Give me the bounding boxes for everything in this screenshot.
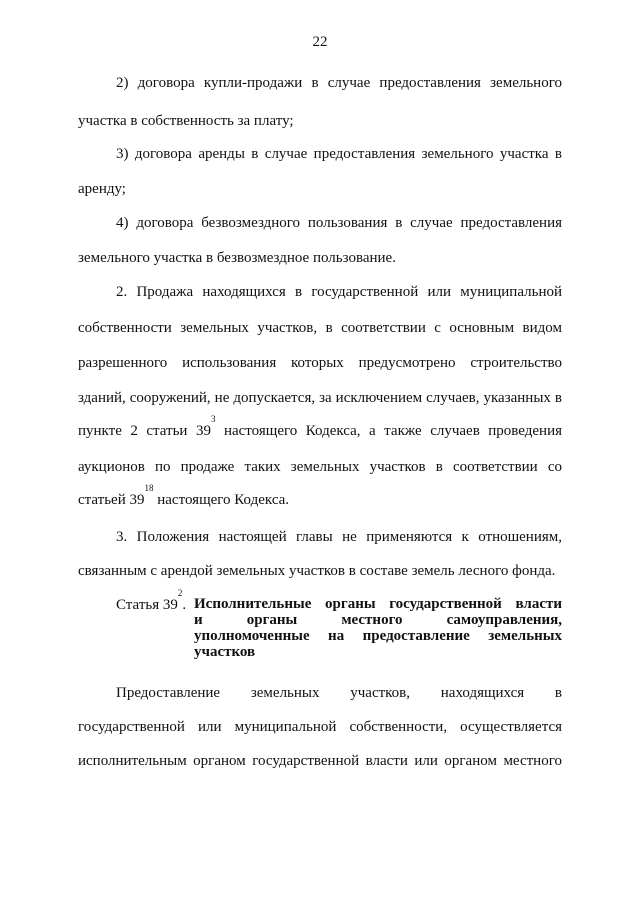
paragraph-2-line-1: 3) договора аренды в случае предоставления земельного участка в	[116, 146, 562, 162]
superscript: 2	[177, 588, 183, 598]
page-number: 22	[312, 34, 328, 50]
text-run: пункте 2 статьи 39	[78, 423, 211, 439]
superscript: 18	[144, 483, 154, 493]
article-title-line-4: участков	[194, 644, 256, 660]
text-run: настоящего Кодекса.	[153, 492, 290, 508]
paragraph-2-line-2: аренду;	[78, 181, 126, 197]
article-label	[116, 588, 187, 614]
paragraph-6-line-3: исполнительным органом государственной власти или органом местного	[78, 753, 562, 769]
paragraph-4-line-2: собственности земельных участков, в соответствии с основным видом	[78, 320, 562, 336]
article-title	[194, 596, 562, 660]
article-title-line-3: уполномоченные на предоставление земельных	[194, 628, 562, 644]
paragraph-6-line-1: Предоставление земельных участков, находящихся в	[116, 685, 562, 701]
paragraph-4-line-6: аукционов по продаже таких земельных участков в соответствии со	[78, 459, 562, 475]
superscript: 3	[210, 414, 216, 424]
paragraph-4-line-5	[78, 414, 562, 440]
paragraph-4-line-3: разрешенного использования которых предусмотрено строительство	[78, 355, 562, 371]
paragraph-4-line-1: 2. Продажа находящихся в государственной или муниципальной	[116, 284, 562, 300]
text-run: настоящего Кодекса, а также случаев проведения	[215, 423, 562, 439]
text-run: .	[182, 597, 187, 613]
article-title-line-2: и органы местного самоуправления,	[194, 612, 562, 628]
article-title-line-1: Исполнительные органы государственной власти	[194, 596, 562, 612]
text-run: статьей 39	[78, 492, 145, 508]
text-run: Статья 39	[116, 597, 178, 613]
paragraph-1-line-2: участка в собственность за плату;	[78, 113, 294, 129]
paragraph-3-line-2: земельного участка в безвозмездное пользование.	[78, 250, 396, 266]
paragraph-4-line-7	[78, 483, 562, 509]
paragraph-1-line-1: 2) договора купли-продажи в случае предоставления земельного	[116, 75, 562, 91]
paragraph-5-line-2: связанным с арендой земельных участков в составе земель лесного фонда.	[78, 563, 556, 579]
paragraph-3-line-1: 4) договора безвозмездного пользования в случае предоставления	[116, 215, 562, 231]
paragraph-4-line-4: зданий, сооружений, не допускается, за исключением случаев, указанных в	[78, 390, 562, 406]
paragraph-5-line-1: 3. Положения настоящей главы не применяются к отношениям,	[116, 529, 562, 545]
paragraph-6-line-2: государственной или муниципальной собственности, осуществляется	[78, 719, 562, 735]
